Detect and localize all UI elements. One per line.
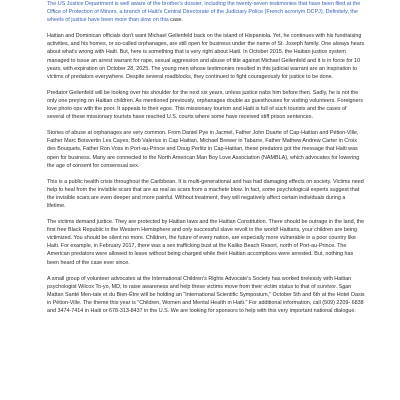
- paragraph-victims-justice: The victims demand justice. They are protected by Haitian laws and the Haitian Constitution. There should be outrage in the land, the first free Black Republic in the Western Hemisphere and only successful slave revolt in the world! Haitians, your children are being victimized. You should be silent no more. Children, the future of every nation, are especially more vulnerable in a poor country like Haiti. For example, in February 2017, there was a sex trafficking bust at the Kaliko Beach Resort, north of Port-au-Prince. The American predators were allowed to leave without being charged while their Haitian accomplices were arrested. But, nothing has been heard of the case ever since.: [47, 219, 365, 266]
- intro-paragraph: [47, 0, 365, 24]
- intro-tail-text: case.: [168, 17, 184, 24]
- intro-highlight-text: The US Justice Department is well aware of the brother's dossier, including the twenty-seven testimonies that have been filed at the Office of Protection of Minors, a branch of Haiti's Central Directorate of the Judiciary Police (French acronym DCPJ). Definitely, the wheels of justice have been more than slow on this: [47, 1, 361, 24]
- paragraph-orphanage-abuse: Stories of abuse at orphanages are very common. From Daniel Pye in Jacmel, Father John Duarte of Cap-Haitian and Pétion-Ville, Father Marc Boisvertin Les Cayes, Bob Valerius in Cap Haitian, Michael Brewer in Tabarre, Father Mathew Andrew Carter in Croix des Bouquets, Father Ron Voss in Port-au-Prince and Doug Perlitz in Cap-Haitian, these predators got the message that Haiti was open for business. Many are connected to the North American Man Boy Love Association (NAMBLA), which advocates for lowering the age of consent for consensual sex.: [47, 130, 360, 169]
- paragraph-public-health: This is a public health crisis throughout the Caribbean. It is multi-generational and has had damaging effects on society. Victims need help to heal from the invisible scars that are as real as scars from a machete blow. In fact, some psychological experts suggest that the invisible scars are even deeper and more painful. Without treatment, they will negatively affect certain individuals during a lifetime.: [47, 178, 364, 209]
- paragraph-advocacy-symposium: A small group of volunteer advocates at the International Children's Rights Advocate's Society has worked tirelessly with Haitian psychologist Wilcox To-yo, MD, to raise awareness and help these victims move from their victim status to that of survivor. Sa̲an Mattan Santé Men-tale et du Bien-Être will be holding an "International Scientific Symposium," October 5th and 6th at the Hotel Oasis in Pétion-Ville. The theme this year is "Children, Women and Mental Health in Haiti." For additional information, call (509) 2209- 6838 and 3474-7414 in Haiti or 678-313-8437 in the U.S. We are looking for sponsors to help with this very important national dialogue.: [47, 275, 365, 314]
- paragraph-arrest-warrant: Haitian and Dominican officials don't want Michael Geilenfeld back on the island of Hispaniola. Yet, he continues with his fundraising activities, and his homes, or so-called orphanages, are still open for business under the name of St. Joseph family. One always hears about what's wrong with Haiti. But, here is something that is very right about Haiti. In October 2015, the Haitian justice system managed to issue an arrest warrant for rape, sexual aggression and abuse of title against Michael Geilenfeld and it is in force for 10 years, with expiration on October 28, 2025. The young men whose testimonies resulted in this judicial warrant are an inspiration to victims of predators everywhere. Despite several roadblocks, they continued to fight courageously for justice to be done.: [47, 33, 365, 80]
- article-body: [47, 0, 365, 323]
- paragraph-missionary-tourism: Predator Geilenfeld will be looking over his shoulder for the next six years, unless justice nabs him before then. Sadly, he is not the only one preying on Haitian children. As mentioned previously, orphanages double as guesthouses for visiting volunteers. Foreigners love photo ops with the poor. It appeals to their egos. This missionary tourism and Haiti is full of such tourists and the cases of several of these missionary tourists have reached U.S. courts where some have received stiff prison sentences.: [47, 89, 364, 121]
